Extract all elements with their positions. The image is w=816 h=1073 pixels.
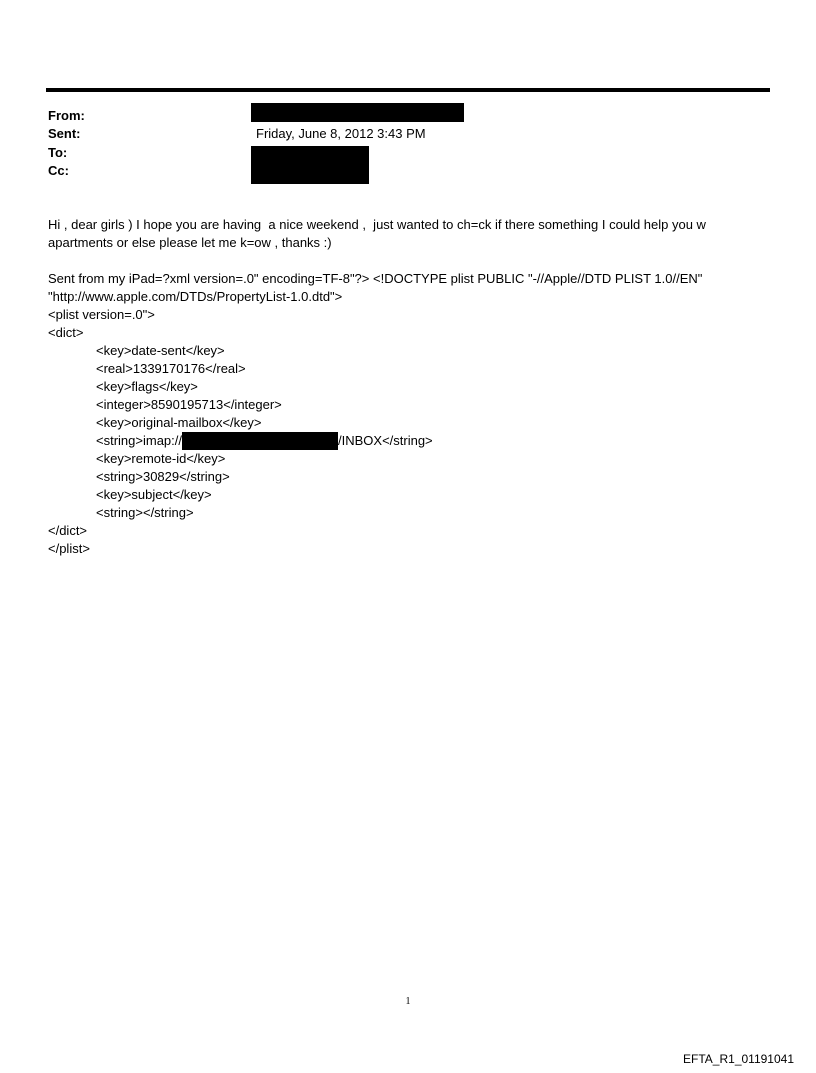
sent-label: Sent: [48,126,81,141]
redaction-to-cc [251,146,369,184]
signature-line: Sent from my iPad=?xml version=.0" encoding=TF-8"?> <!DOCTYPE plist PUBLIC "-//Apple//DTD PLIST 1.0//EN" [48,271,703,286]
redaction-from [251,103,464,122]
plist-open: <plist version=.0"> [48,307,155,322]
from-label: From: [48,108,85,123]
sent-value: Friday, June 8, 2012 3:43 PM [256,126,426,141]
dict-open: <dict> [48,325,84,340]
cc-label: Cc: [48,163,69,178]
plist-close: </plist> [48,541,90,556]
plist-value: <string>30829</string> [96,469,230,484]
plist-key: <key>subject</key> [96,487,212,502]
document-id: EFTA_R1_01191041 [683,1052,794,1066]
greeting-line: Hi , dear girls ) I hope you are having a nice weekend , just wanted to ch=ck if there something I could help you w [48,217,706,232]
to-label: To: [48,145,68,160]
signature-line: "http://www.apple.com/DTDs/PropertyList-1.0.dtd"> [48,289,343,304]
plist-imap-line [48,432,778,450]
plist-key: <key>original-mailbox</key> [96,415,262,430]
plist-key: <key>remote-id</key> [96,451,226,466]
plist-value: <string></string> [96,505,194,520]
plist-key: <key>flags</key> [96,379,198,394]
plist-key: <key>date-sent</key> [96,343,225,358]
imap-prefix: <string>imap:// [96,433,182,448]
imap-suffix: /INBOX</string> [338,433,433,448]
greeting-line: apartments or else please let me k=ow , thanks :) [48,235,332,250]
redaction-mailbox [182,432,338,450]
plist-value: <real>1339170176</real> [96,361,246,376]
page-number: 1 [405,996,411,1007]
dict-close: </dict> [48,523,88,538]
plist-value: <integer>8590195713</integer> [96,397,282,412]
email-body [48,216,778,558]
header-rule [46,88,770,92]
